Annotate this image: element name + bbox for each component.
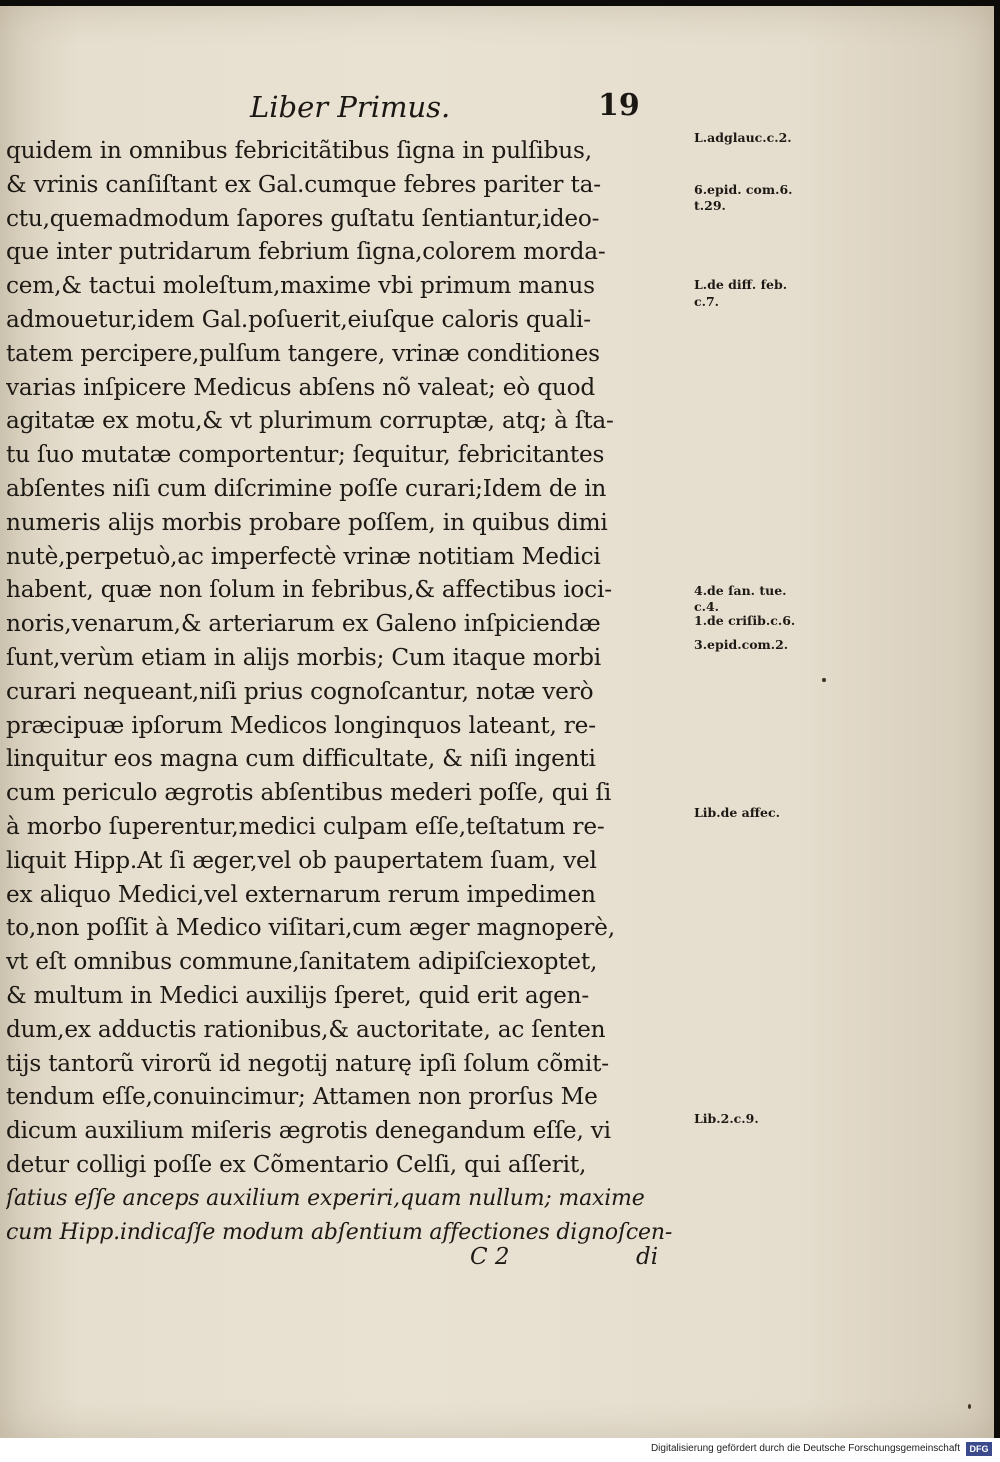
text-line: & multum in Medici auxilijs ſperet, quid erit agen- (6, 981, 590, 1009)
page-number: 19 (598, 88, 640, 123)
margin-note: c.4. (694, 599, 720, 614)
italic-quote-line: cum Hipp.indicaſſe modum abſentium affectiones dignoſcen- (6, 1219, 673, 1245)
dfg-logo: DFG (966, 1442, 992, 1456)
italic-quote-line: ſatius eſſe anceps auxilium experiri,quam nullum; maxime (6, 1185, 645, 1211)
text-line: ex aliquo Medici,vel externarum rerum impedimen (6, 880, 596, 908)
ink-speck (968, 1404, 971, 1409)
margin-note: L.de diff. feb. (694, 277, 788, 292)
text-line: varias inſpicere Medicus abſens nõ valeat; eò quod (6, 373, 595, 401)
text-line: à morbo ſuperentur,medici culpam eſſe,teſtatum re- (6, 812, 605, 840)
text-line: ſunt,verùm etiam in alijs morbis; Cum itaque morbi (6, 643, 601, 671)
text-line: tendum eſſe,conuincimur; Attamen non prorſus Me (6, 1083, 598, 1111)
margin-note: c.7. (694, 294, 720, 309)
body-text (6, 134, 696, 1249)
text-line: ctu,quemadmodum ſapores guſtatu ſentiantur,ideo- (6, 204, 600, 232)
text-line: agitatæ ex motu,& vt plurimum corruptæ, atq; à ſta- (6, 407, 614, 435)
text-line: admouetur,idem Gal.poſuerit,eiuſque caloris quali- (6, 305, 591, 333)
text-line: noris,venarum,& arteriarum ex Galeno inſpiciendæ (6, 610, 601, 638)
signature-mark: C 2 (470, 1244, 510, 1270)
catchword: di (636, 1244, 659, 1270)
text-line: numeris alijs morbis probare poſſem, in quibus dimi (6, 508, 608, 536)
text-line: cem,& tactui moleſtum,maxime vbi primum manus (6, 272, 595, 300)
text-line: præcipuæ ipſorum Medicos longinquos lateant, re- (6, 711, 596, 739)
margin-note: 6.epid. com.6. (694, 182, 793, 197)
margin-note: L.adglauc.c.2. (694, 130, 792, 145)
margin-note: Lib.de affec. (694, 805, 780, 820)
text-line: tu ſuo mutatæ comportentur; ſequitur, febricitantes (6, 441, 605, 469)
text-line: abſentes niſi cum diſcrimine poſſe curari;Idem de in (6, 474, 607, 502)
margin-note: 4.de ſan. tue. (694, 583, 787, 598)
text-line: tijs tantorũ virorũ id negotij naturę ipſi ſolum cõmit- (6, 1049, 609, 1077)
text-line: liquit Hipp.At ſi æger,vel ob paupertatem ſuam, vel (6, 846, 597, 874)
text-line: habent, quæ non ſolum in febribus,& affectibus ioci- (6, 576, 612, 604)
text-line: tatem percipere,pulſum tangere, vrinæ conditiones (6, 339, 600, 367)
margin-note: 1.de criſib.c.6. (694, 613, 796, 628)
text-line: vt eſt omnibus commune,ſanitatem adipiſciexoptet, (6, 948, 598, 976)
text-line: quidem in omnibus febricitãtibus ſigna in pulſibus, (6, 137, 592, 164)
text-line: que inter putridarum febrium ſigna,colorem morda- (6, 238, 606, 266)
paper-sheet (0, 6, 994, 1438)
text-line: cum periculo ægrotis abſentibus mederi poſſe, qui ſi (6, 779, 612, 807)
margin-note: t.29. (694, 198, 726, 213)
margin-note: Lib.2.c.9. (694, 1111, 759, 1126)
margin-note: 3.epid.com.2. (694, 637, 789, 652)
text-line: & vrinis canſiſtant ex Gal.cumque febres pariter ta- (6, 170, 601, 198)
footer-credit: Digitalisierung gefördert durch die Deutsche Forschungsgemeinschaft (650, 1443, 960, 1454)
running-head-title: Liber Primus. (250, 90, 451, 124)
text-line: to,non poſſit à Medico viſitari,cum æger magnoperè, (6, 914, 615, 942)
text-line: curari nequeant,niſi prius cognoſcantur, notæ verò (6, 677, 594, 705)
text-line: dicum auxilium miſeris ægrotis denegandum eſſe, vi (6, 1117, 611, 1145)
text-line: dum,ex adductis rationibus,& auctoritate, ac ſenten (6, 1015, 606, 1043)
text-line: detur colligi poſſe ex Cõmentario Celſi, qui aſſerit, (6, 1150, 587, 1178)
text-line: linquitur eos magna cum difficultate, & niſi ingenti (6, 745, 596, 773)
digitization-footer (0, 1438, 1000, 1462)
ink-speck (822, 678, 826, 682)
running-head (250, 88, 670, 130)
text-line: nutè,perpetuò,ac imperfectè vrinæ notitiam Medici (6, 542, 601, 570)
